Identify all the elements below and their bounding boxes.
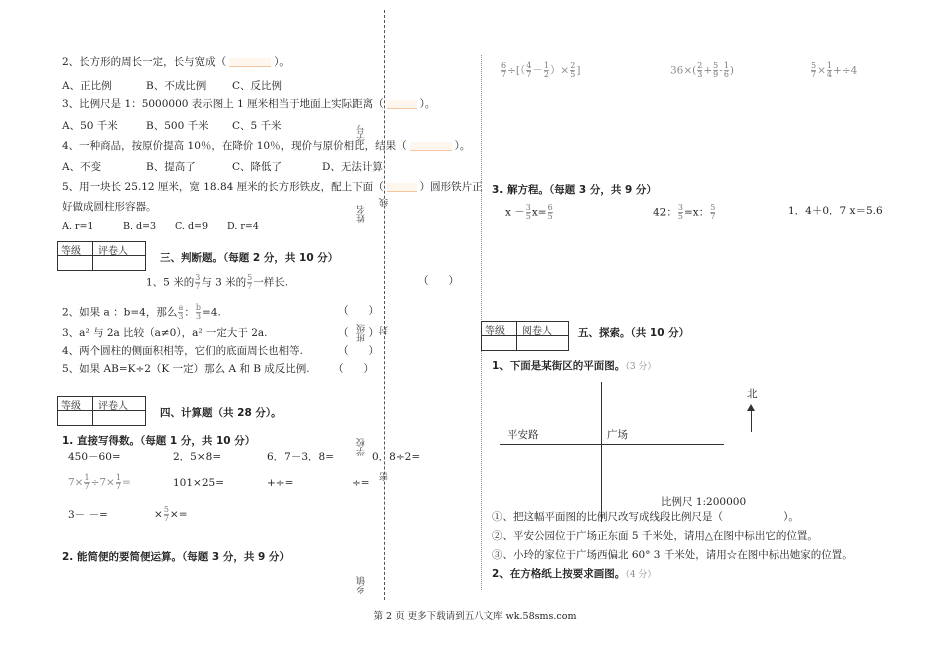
calc-cell: 450－60= <box>68 451 121 463</box>
simplify-expr-2: 36×( $\frac{2}{3}$ + $\frac{5}{9}$ - $\frac{1}{6}$ ) <box>670 61 735 79</box>
calc-cell: 101×25= <box>173 477 224 489</box>
judge-item-1: 1、5 米的 $\frac{3}{7}$ 与 3 米的 $\frac{5}{7}$ 一样长. <box>146 273 289 291</box>
explore-2-title: 2、在方格纸上按要求画图。（4 分） <box>492 568 657 580</box>
binding-label-secret: 密 <box>380 472 390 481</box>
q4-option-b: B、提高了 <box>146 161 196 173</box>
binding-label-class: 班级 <box>357 324 367 342</box>
binding-label-seal: 封 <box>380 326 390 335</box>
map-road-vertical <box>601 382 602 522</box>
section-3-title: 三、判断题。（每题 2 分，共 10 分） <box>160 252 339 264</box>
q4-option-a: A、不变 <box>62 161 102 173</box>
calc-cell: ÷= <box>352 477 370 489</box>
north-label: 北 <box>747 388 758 400</box>
q3-option-c: C、5 千米 <box>232 120 282 132</box>
calc-cell: × $\frac{5}{7}$ ×= <box>154 505 188 523</box>
q2-option-c: C、反比例 <box>232 80 283 92</box>
judge-answer-2[interactable]: （ ） <box>338 305 380 317</box>
q2-option-b: B、不成比例 <box>146 80 207 92</box>
binding-line <box>384 10 385 600</box>
binding-label-line: 线 <box>380 198 390 207</box>
calc-cell: 6．7－3．8= <box>267 451 335 463</box>
q3-option-a: A、50 千米 <box>62 120 118 132</box>
grade-box: 等级 评卷人 <box>57 396 146 426</box>
grade-box: 等级 阅卷人 <box>481 321 569 351</box>
q4-option-c: C、降低了 <box>232 161 283 173</box>
binding-label-id: 学号 <box>357 125 367 143</box>
judge-answer-1[interactable]: （ ） <box>418 275 460 287</box>
q5-line1: 5、用一块长 25.12 厘米，宽 18.84 厘米的长方形铁皮，配上下面（ ）圆形铁片正 <box>62 181 483 193</box>
explore-1-title: 1、下面是某街区的平面图。（3 分） <box>492 360 657 372</box>
judge-answer-5[interactable]: （ ） <box>333 363 375 375</box>
q5-option-c: C. d=9 <box>175 221 209 232</box>
grade-box: 等级 评卷人 <box>57 241 146 271</box>
simplify-expr-3: $\frac{5}{7}$ × $\frac{1}{4}$ +÷4 <box>811 61 858 79</box>
q5-line2: 好做成圆柱形容器。 <box>62 201 157 213</box>
q2-option-a: A、正比例 <box>62 80 112 92</box>
north-arrow-icon <box>751 408 752 432</box>
calc-cell: 2．5×8= <box>173 451 222 463</box>
explore-1-q3: ③、小玲的家位于广场西偏北 60° 3 千米处，请用☆在图中标出她家的位置。 <box>492 549 853 561</box>
map-road-horizontal <box>500 444 724 445</box>
calc-cell: 3－ －= <box>68 509 108 521</box>
map-road-label: 平安路 <box>507 429 539 441</box>
q5-option-a: A. r=1 <box>62 221 94 232</box>
map-square-label: 广场 <box>607 429 628 441</box>
judge-answer-4[interactable]: （ ） <box>338 345 380 357</box>
judge-item-5: 5、如果 AB=K÷2（K 一定）那么 A 和 B 成反比例. <box>62 363 310 375</box>
q2: 2、长方形的周长一定，长与宽成（ ）。 <box>62 56 290 68</box>
calc-cell: 7× $\frac{1}{7}$ ÷7× $\frac{1}{7}$ = <box>68 473 131 491</box>
q3-option-b: B、500 千米 <box>146 120 209 132</box>
binding-label-town: 乡镇 <box>357 576 367 594</box>
equation-1: x － $\frac{3}{5}$ x= $\frac{6}{5}$ <box>505 203 553 221</box>
q4: 4、一种商品，按原价提高 10％，在降价 10％，现价与原价相比，结果（ ）。 <box>62 140 471 152</box>
judge-item-3: 3、a² 与 2a 比较（a≠0），a² 一定大于 2a. <box>62 327 268 339</box>
section-5-title: 五、探索。（共 10 分） <box>578 327 690 339</box>
q3: 3、比例尺是 1：5000000 表示图上 1 厘米相当于地面上实际距离（ ）。 <box>62 98 436 110</box>
binding-label-school: 学校 <box>357 438 367 456</box>
binding-label-name: 姓名 <box>357 205 367 223</box>
explore-1-q2: ②、平安公园位于广场正东面 5 千米处，请用△在图中标出它的位置。 <box>492 530 818 542</box>
judge-answer-3[interactable]: （ ） <box>338 327 380 339</box>
map-scale: 比例尺 1:200000 <box>661 496 747 508</box>
calc-cell: +÷= <box>267 477 294 489</box>
q5-option-d: D. r=4 <box>227 221 259 232</box>
q5-option-b: B. d=3 <box>123 221 157 232</box>
section-4-title: 四、计算题（共 28 分）。 <box>160 407 282 419</box>
calc-cell: 0．8÷2= <box>372 451 421 463</box>
calc-1-title: 1. 直接写得数。（每题 1 分，共 10 分） <box>62 435 256 447</box>
calc-2-title: 2. 能简便的要简便运算。（每题 3 分，共 9 分） <box>62 551 290 563</box>
judge-item-2: 2、如果 a ：b=4，那么 $\frac{a}{3}$ ： $\frac{b}{3}$ =4. <box>62 303 221 321</box>
simplify-expr-1: $\frac{6}{7}$ ÷[（ $\frac{4}{7}$ － $\frac{1}{2}$ ）× $\frac{2}{5}$ ] <box>501 61 581 79</box>
equation-2: 42： $\frac{3}{5}$ =x： $\frac{5}{7}$ <box>653 203 716 221</box>
judge-item-4: 4、两个圆柱的侧面积相等，它们的底面周长也相等. <box>62 345 304 357</box>
solve-title: 3. 解方程。（每题 3 分，共 9 分） <box>492 184 657 196</box>
north-arrowhead-icon <box>747 404 755 411</box>
page-footer: 第 2 页 更多下载请到五八文库 wk.58sms.com <box>373 611 577 622</box>
q4-option-d: D、无法计算 <box>322 161 383 173</box>
explore-1-q1: ①、把这幅平面图的比例尺改写成线段比例尺是（ ）。 <box>492 511 799 523</box>
equation-3: 1．4＋0．7 x＝5.6 <box>788 205 883 217</box>
